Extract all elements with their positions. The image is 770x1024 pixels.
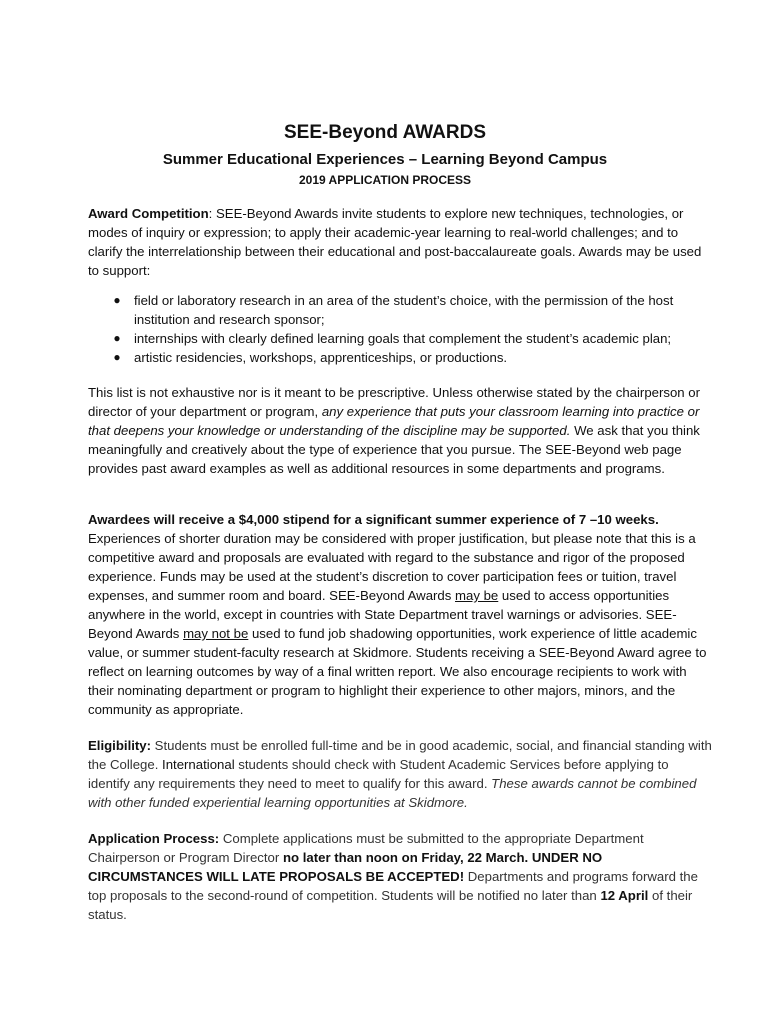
list-note-italic: any experience that puts your classroom learning into practice or that deepens your knowledge or understanding of the discipline may be supported. (88, 404, 700, 438)
may-not-be-underlined: may not be (183, 626, 249, 641)
eligibility-label: Eligibility: (88, 738, 152, 753)
eligibility-paragraph (88, 736, 712, 812)
notify-date: 12 April (600, 888, 649, 903)
list-item-text: internships with clearly defined learning goals that complement the student’s academic plan; (134, 331, 672, 346)
stipend-text-1: Experiences of shorter duration may be considered with proper justification, but please note that this is a competitive award and proposals are evaluated with regard to the substance and rigor of the proposed experience. Funds may be used at the student’s discretion to cover participation fees or tuition, travel expenses, and summer room and board. SEE-Beyond Awards (88, 531, 696, 603)
application-process-label: Application Process: (88, 831, 220, 846)
application-text-3: of their status. (88, 888, 693, 922)
eligibility-italic: These awards cannot be combined with other funded experiential learning opportunities at Skidmore. (88, 776, 697, 810)
list-item (110, 329, 714, 348)
award-uses-list (110, 291, 714, 367)
stipend-text-2: used to access opportunities anywhere in the world, except in countries with State Department travel warnings or advisories. SEE-Beyond Awards (88, 588, 677, 641)
bullet-icon: ● (113, 350, 121, 364)
bullet-icon: ● (113, 293, 121, 307)
application-deadline: no later than noon on Friday, 22 March. UNDER NO CIRCUMSTANCES WILL LATE PROPOSALS BE ACCEPTED! (88, 850, 603, 884)
list-note-text-2: We ask that you think meaningfully and creatively about the type of experience that you pursue. The SEE-Beyond web page provides past award examples as well as additional resources in some departments and programs. (88, 423, 700, 476)
list-item (110, 291, 714, 329)
may-be-underlined: may be (455, 588, 499, 603)
international-word: International (162, 757, 235, 772)
list-item (110, 348, 714, 367)
list-note-text-1: This list is not exhaustive nor is it meant to be prescriptive. Unless otherwise stated by the chairperson or director of your department or program, (88, 385, 701, 419)
document-subtitle: Summer Educational Experiences – Learning Beyond Campus (162, 151, 608, 168)
application-process-heading: 2019 APPLICATION PROCESS (298, 173, 472, 187)
award-competition-text: : SEE-Beyond Awards invite students to explore new techniques, technologies, or modes of inquiry or expression; to apply their academic-year learning to real-world challenges; and to clarify the interrelationship between their educational and post-baccalaureate goals. Awards may be used to support: (88, 206, 702, 278)
award-competition-label: Award Competition (88, 206, 209, 221)
list-item-text: field or laboratory research in an area of the student’s choice, with the permission of the host institution and research sponsor; (134, 293, 674, 327)
award-competition-paragraph (88, 204, 712, 280)
eligibility-text-2: students should check with Student Academic Services before applying to identify any requirements they need to meet to qualify for this award. (88, 757, 669, 791)
stipend-text-3: used to fund job shadowing opportunities, work experience of little academic value, or summer student-faculty research at Skidmore. Students receiving a SEE-Beyond Award agree to reflect on learning outcomes by way of a final written report. We also encourage recipients to work with their nominating department or program to highlight their experience to other majors, minors, and the community as appropriate. (88, 626, 707, 717)
stipend-bold: Awardees will receive a $4,000 stipend for a significant summer experience of 7 –10 weeks. (88, 512, 659, 527)
application-text-2: Departments and programs forward the top proposals to the second-round of competition. Students will be notified no later than (88, 869, 698, 903)
list-note-paragraph (88, 383, 712, 478)
application-text-1: Complete applications must be submitted to the appropriate Department Chairperson or Program Director (88, 831, 644, 865)
document-title: SEE-Beyond AWARDS (284, 122, 486, 143)
application-process-paragraph (88, 829, 712, 924)
eligibility-text-1: Students must be enrolled full-time and be in good academic, social, and financial standing with the College. (88, 738, 712, 772)
list-item-text: artistic residencies, workshops, apprenticeships, or productions. (134, 350, 508, 365)
stipend-paragraph (88, 510, 712, 719)
bullet-icon: ● (113, 331, 121, 345)
